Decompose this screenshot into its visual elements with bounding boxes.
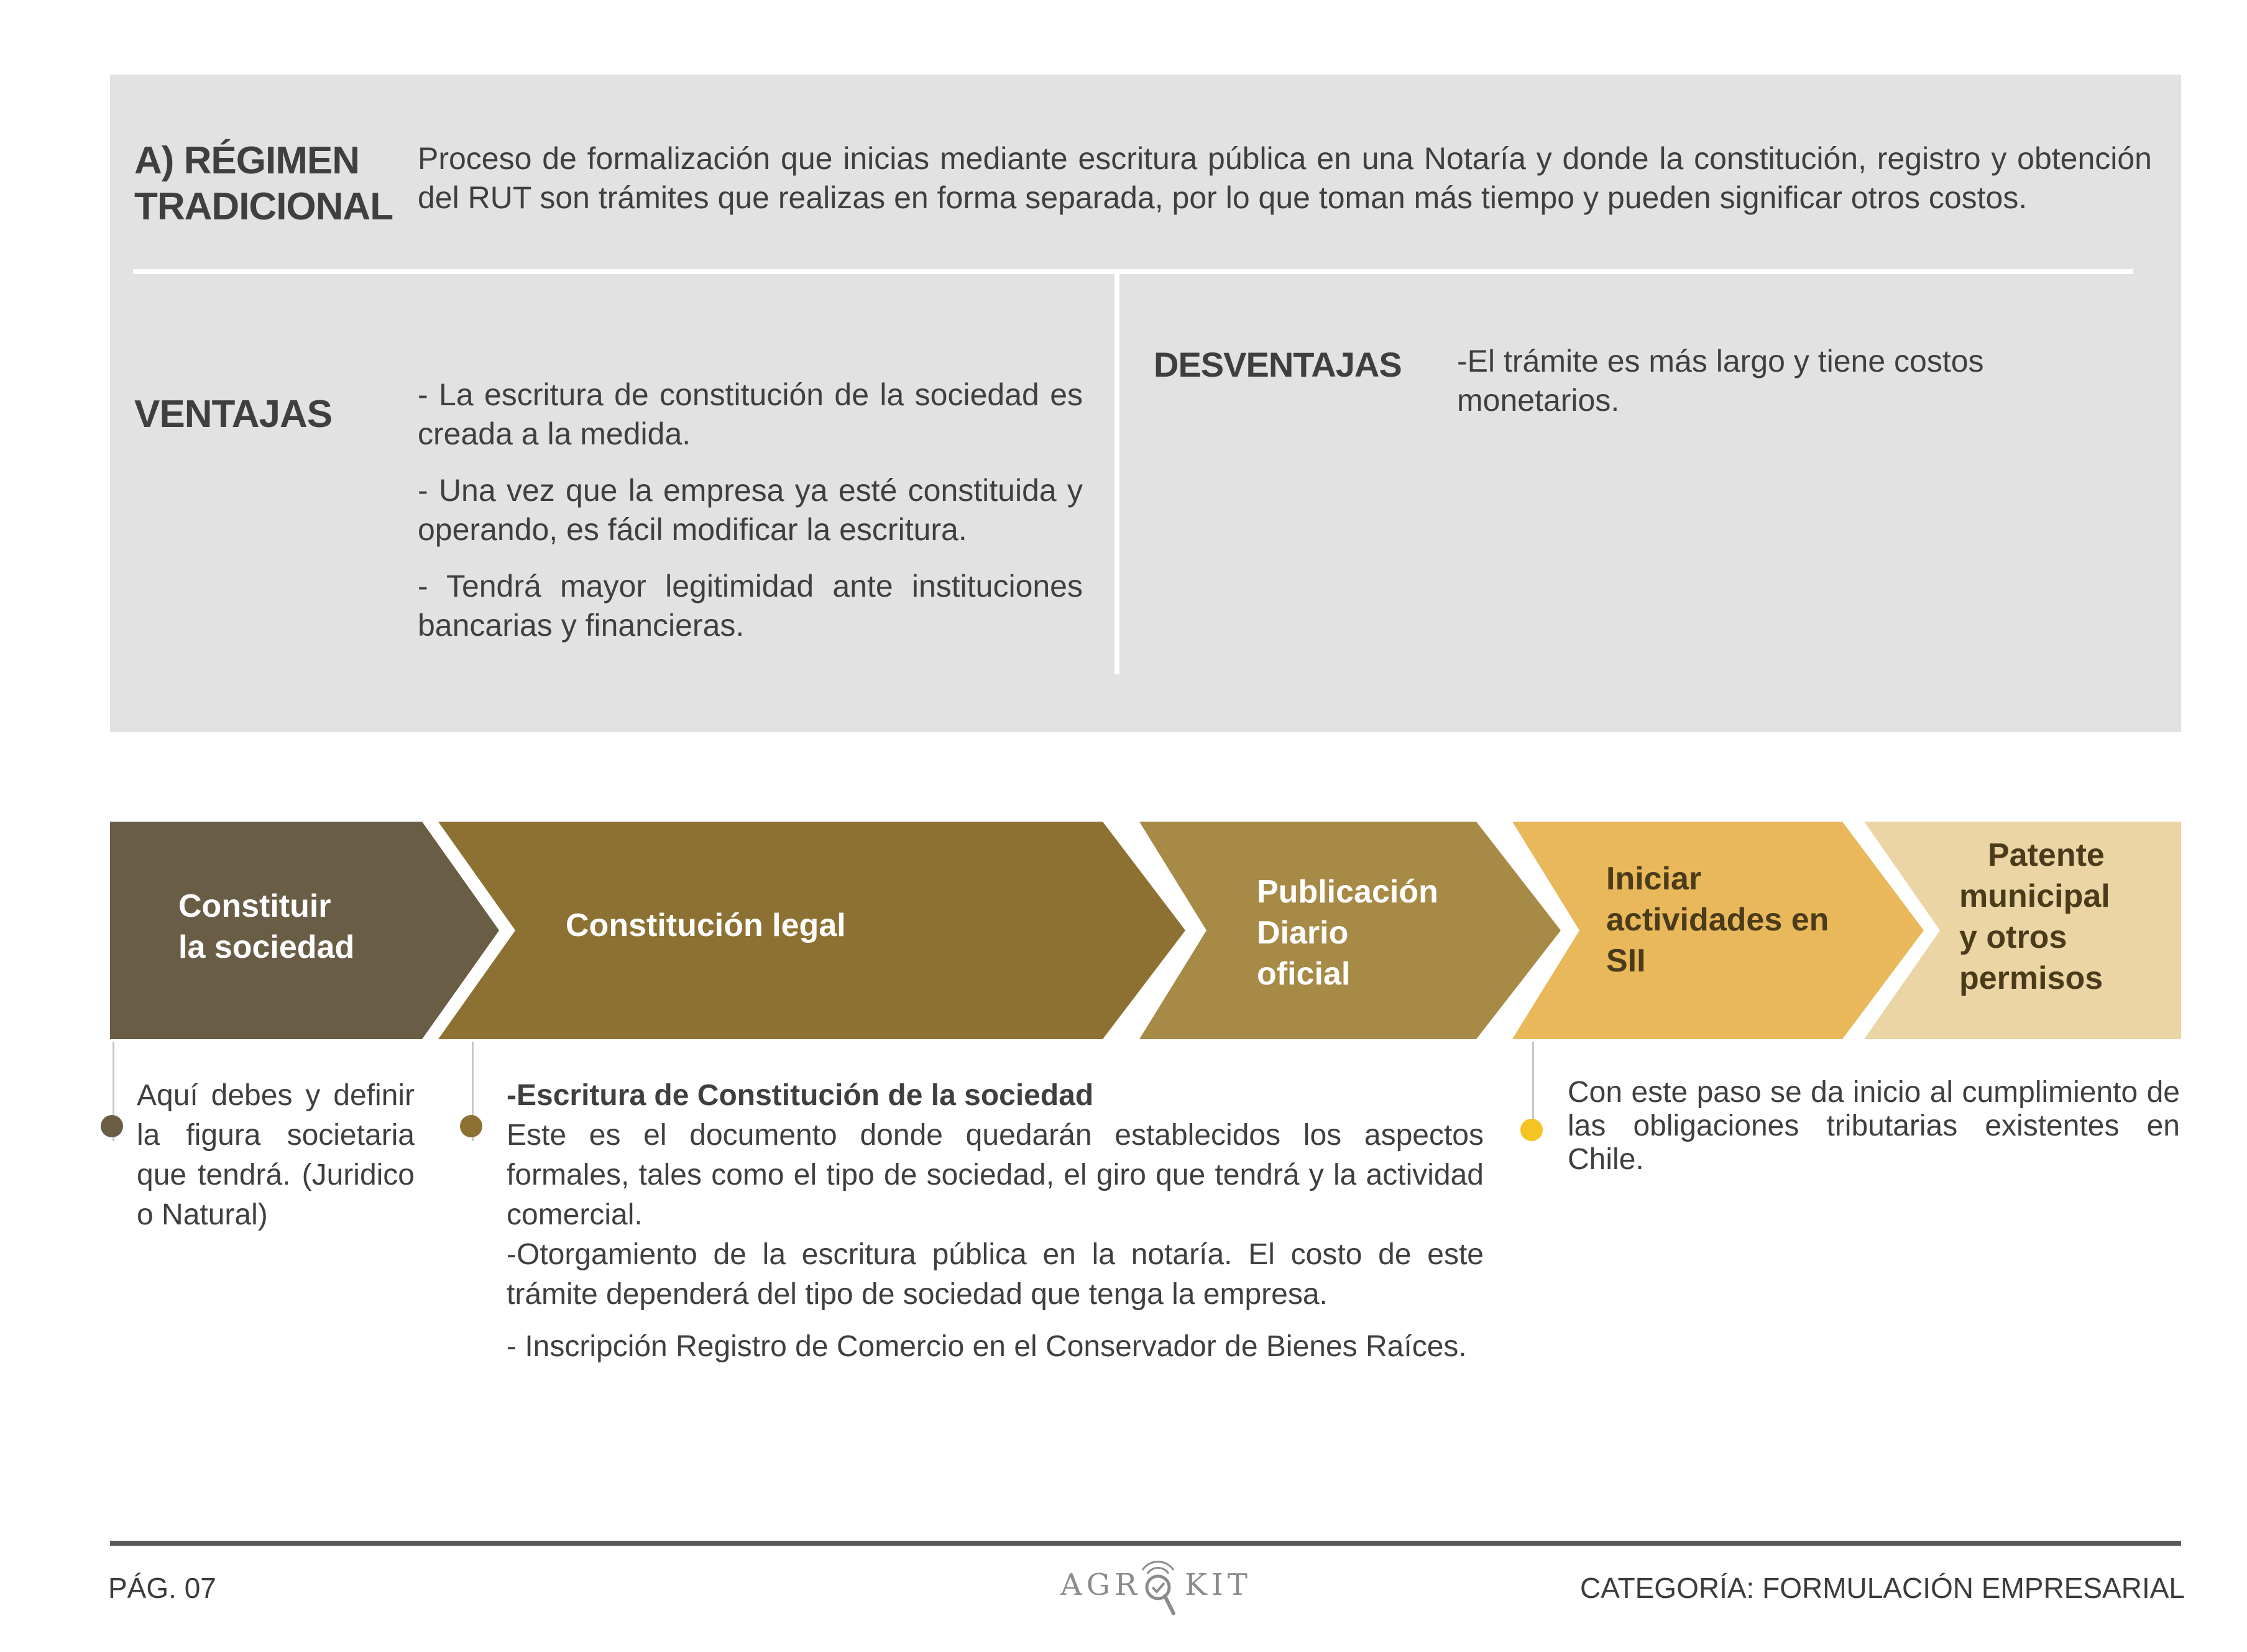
section-divider <box>133 269 2133 274</box>
magnifier-check-icon <box>1134 1558 1182 1620</box>
ventajas-title: VENTAJAS <box>134 393 333 436</box>
regimen-title-line1: A) RÉGIMEN <box>134 139 359 182</box>
detail-constituir: Aquí debes y definir la figura societaria que tendrá. (Juridico o Natural) <box>137 1079 415 1231</box>
desventajas-title: DESVENTAJAS <box>1154 345 1402 384</box>
detail-iniciar: Con este paso se da inicio al cumplimiento de las obligaciones tributarias existentes en Chile. <box>1568 1076 2180 1176</box>
regimen-description: Proceso de formalización que inicias mediante escritura pública en una Notaría y donde la constitución, registro y obtención del RUT son trámites que realizas en forma separada, por lo que toman más tiempo y pueden significar otros costos. <box>418 141 2152 215</box>
ventajas-list <box>418 375 1083 663</box>
ventajas-item: - Tendrá mayor legitimidad ante instituciones bancarias y financieras. <box>418 569 1083 643</box>
timeline-dot <box>1520 1119 1543 1141</box>
step-constituir-label: Constituir la sociedad <box>178 888 355 965</box>
detail-constitucion-p1: Este es el documento donde quedarán establecidos los aspectos formales, tales como el tipo de sociedad, el giro que tendrá y la actividad comercial. <box>507 1119 1484 1231</box>
step-constitucion-label: Constitución legal <box>566 907 846 943</box>
desventajas-text: -El trámite es más largo y tiene costos monetarios. <box>1457 344 1984 418</box>
column-divider <box>1114 273 1119 674</box>
detail-constitucion-p3: - Inscripción Registro de Comercio en el Conservador de Bienes Raíces. <box>507 1330 1467 1363</box>
step-patente-label: Patente municipal y otros permisos <box>1959 837 2110 996</box>
step-publicacion-label: Publicación Diario oficial <box>1257 874 1438 992</box>
detail-constitucion-title: -Escritura de Constitución de la sociedad <box>507 1079 1094 1112</box>
agrokit-logo <box>1060 1554 1252 1622</box>
ventajas-item: - Una vez que la empresa ya esté constituida y operando, es fácil modificar la escritura. <box>418 473 1083 547</box>
category-label: CATEGORÍA: FORMULACIÓN EMPRESARIAL <box>1580 1572 2185 1604</box>
logo-text-right: KIT <box>1185 1567 1252 1602</box>
detail-constitucion <box>507 1076 1484 1367</box>
step-iniciar-label: Iniciar actividades en SII <box>1606 861 1829 979</box>
ventajas-item: - La escritura de constitución de la sociedad es creada a la medida. <box>418 377 1083 451</box>
logo-text-left: AGR <box>1060 1567 1142 1602</box>
regimen-title <box>134 138 408 230</box>
process-flow <box>110 822 2181 1039</box>
timeline-dot <box>101 1115 123 1137</box>
detail-constitucion-p2: -Otorgamiento de la escritura pública en la notaría. El costo de este trámite dependerá del tipo de sociedad que tenga la empresa. <box>507 1238 1484 1311</box>
page-number: PÁG. 07 <box>108 1572 216 1604</box>
footer-rule <box>110 1541 2181 1546</box>
timeline-dot <box>460 1115 482 1137</box>
regimen-title-line2: TRADICIONAL <box>134 185 393 228</box>
